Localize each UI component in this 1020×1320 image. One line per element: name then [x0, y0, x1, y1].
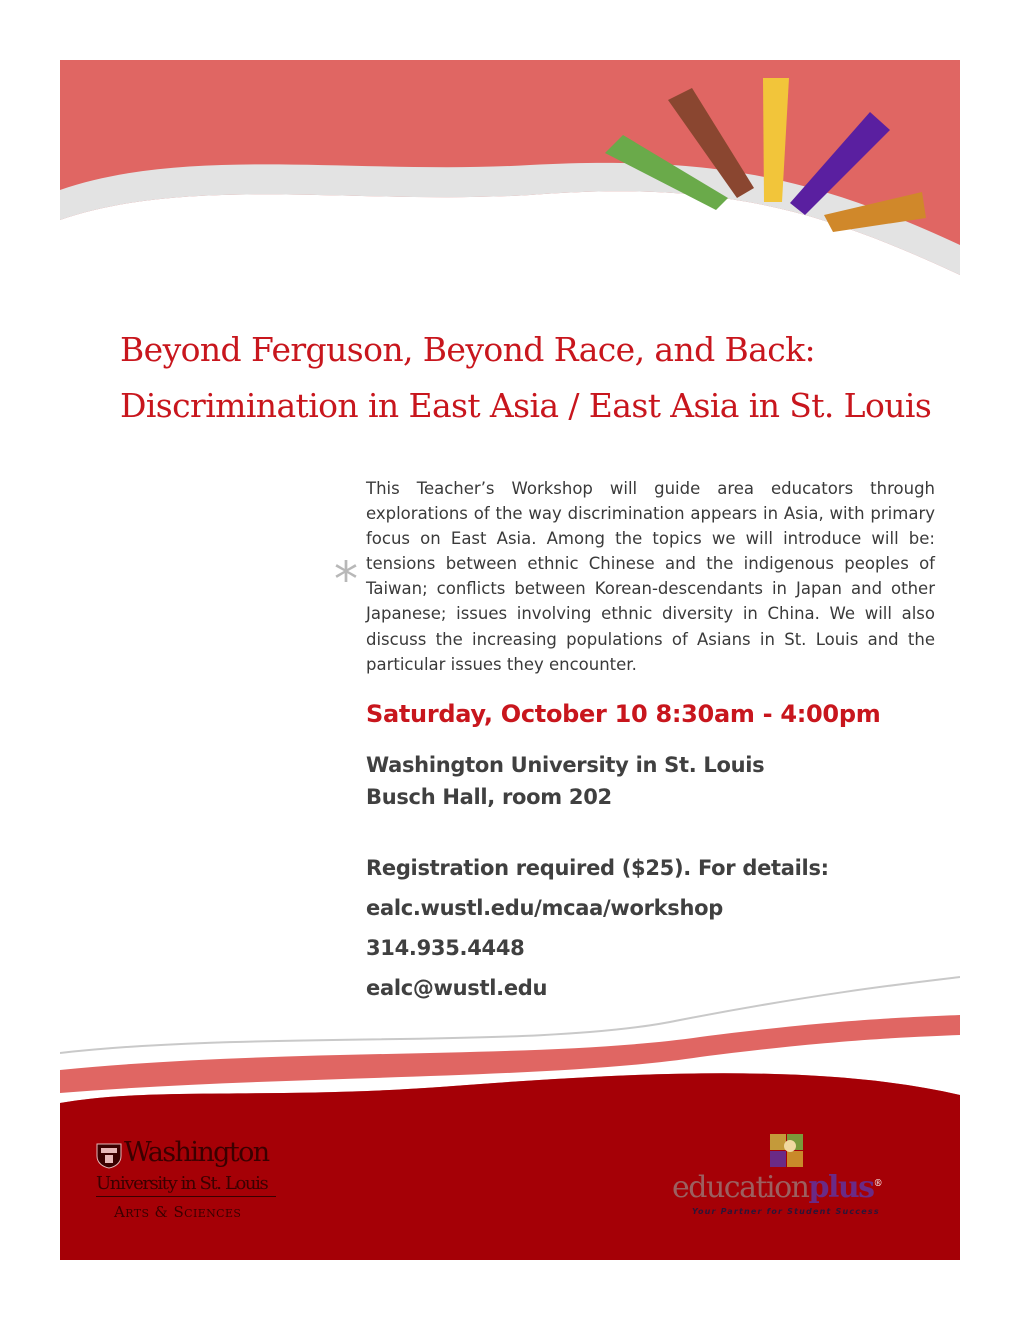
workshop-website-link[interactable]: ealc.wustl.edu/mcaa/workshop — [366, 896, 723, 920]
asterisk-icon: * — [334, 552, 358, 608]
page-title-line2: Discrimination in East Asia / East Asia in St. Louis — [120, 386, 932, 425]
registration-note: Registration required ($25). For details: — [366, 856, 829, 880]
venue-institution: Washington University in St. Louis — [366, 753, 765, 777]
contact-phone: 314.935.4448 — [366, 936, 525, 960]
workshop-description: This Teacher’s Workshop will guide area educators through explorations of the way discrimination appears in Asia, with primary focus on East Asia. Among the topics we will introduce will be: tensions between ethnic Chinese and the indigenous peoples of Taiwan; conflicts between Korean-descendants in Japan and other Japanese; issues involving ethnic diversity in China. We will also discuss the increasing populations of Asians in St. Louis and the particular issues they encounter. — [366, 479, 935, 674]
educationplus-logo — [670, 1130, 920, 1230]
educationplus-tagline: Your Partner for Student Success — [692, 1207, 880, 1216]
washington-university-logo — [92, 1135, 292, 1235]
wu-department: Arts & Sciences — [114, 1203, 242, 1221]
top-banner — [60, 60, 960, 275]
educationplus-mark-icon — [770, 1134, 804, 1168]
educationplus-wordmark — [672, 1170, 881, 1205]
wu-name: Washington — [124, 1137, 269, 1168]
shield-icon — [96, 1143, 122, 1169]
page-title-line1: Beyond Ferguson, Beyond Race, and Back: — [120, 330, 816, 369]
event-date-time: Saturday, October 10 8:30am - 4:00pm — [366, 700, 881, 728]
wu-divider — [96, 1196, 276, 1197]
registered-mark: ® — [873, 1179, 882, 1189]
venue-room: Busch Hall, room 202 — [366, 785, 612, 809]
wu-subtitle: University in St. Louis — [96, 1173, 268, 1194]
ep-name-part2: plus — [808, 1170, 874, 1205]
contact-email-link[interactable]: ealc@wustl.edu — [366, 976, 548, 1000]
ep-name-part1: education — [672, 1170, 809, 1205]
